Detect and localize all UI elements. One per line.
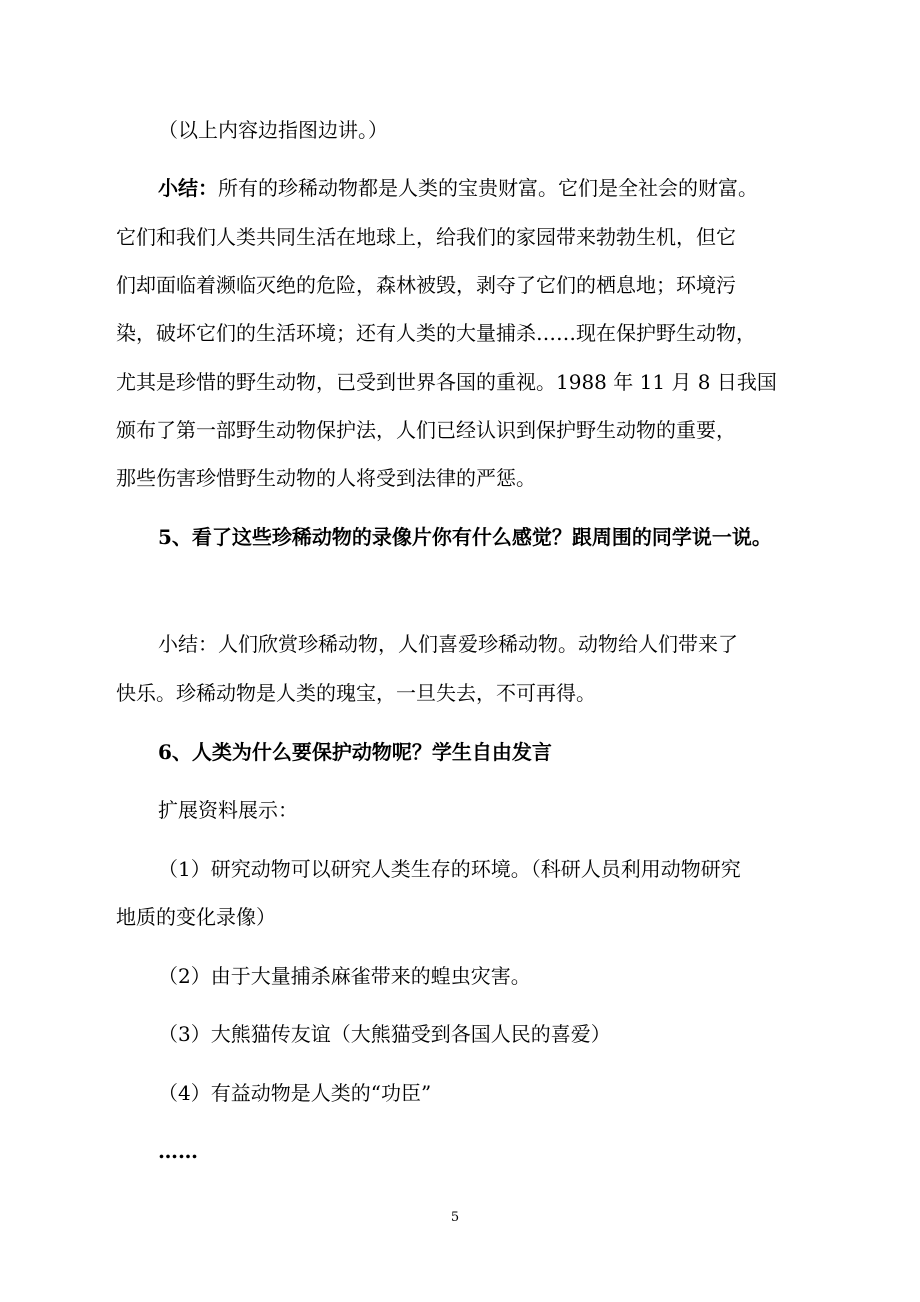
summary1-label: 小结：: [158, 176, 218, 200]
list-item: （1）研究动物可以研究人类生存的环境。（科研人员利用动物研究: [158, 857, 741, 881]
heading-6: 6、人类为什么要保护动物呢？学生自由发言: [158, 740, 552, 764]
expand-label: 扩展资料展示：: [158, 798, 298, 822]
list-item: （3）大熊猫传友谊（大熊猫受到各国人民的喜爱）: [158, 1022, 611, 1046]
summary1-text-line: 染，破坏它们的生活环境；还有人类的大量捕杀……现在保护野生动物，: [116, 321, 756, 345]
list-item: （2）由于大量捕杀麻雀带来的蝗虫灾害。: [158, 964, 531, 988]
summary1-text-line: 颁布了第一部野生动物保护法，人们已经认识到保护野生动物的重要，: [116, 418, 736, 442]
summary2-text-line: 小结：人们欣赏珍稀动物，人们喜爱珍稀动物。动物给人们带来了: [158, 632, 738, 656]
summary1-text-line: 它们和我们人类共同生活在地球上，给我们的家园带来勃勃生机，但它: [116, 225, 736, 249]
list-item: （4）有益动物是人类的“功臣”: [158, 1081, 432, 1105]
page-number: 5: [450, 1210, 460, 1225]
note-line: （以上内容边指图边讲。）: [158, 118, 388, 142]
list-item: 地质的变化录像）: [116, 905, 276, 929]
summary1-text-line: 所有的珍稀动物都是人类的宝贵财富。它们是全社会的财富。: [218, 176, 758, 200]
summary1-first-line: [158, 176, 758, 200]
ellipsis: ……: [158, 1139, 198, 1163]
summary2-text-line: 快乐。珍稀动物是人类的瑰宝，一旦失去，不可再得。: [116, 681, 596, 705]
heading-5: 5、看了这些珍稀动物的录像片你有什么感觉？跟周围的同学说一说。: [158, 525, 772, 549]
summary1-text-line: 那些伤害珍惜野生动物的人将受到法律的严惩。: [116, 466, 536, 490]
summary1-text-line: 们却面临着濒临灭绝的危险，森林被毁，剥夺了它们的栖息地；环境污: [116, 273, 736, 297]
summary1-text-line: 尤其是珍惜的野生动物，已受到世界各国的重视。1988 年 11 月 8 日我国: [116, 370, 777, 394]
